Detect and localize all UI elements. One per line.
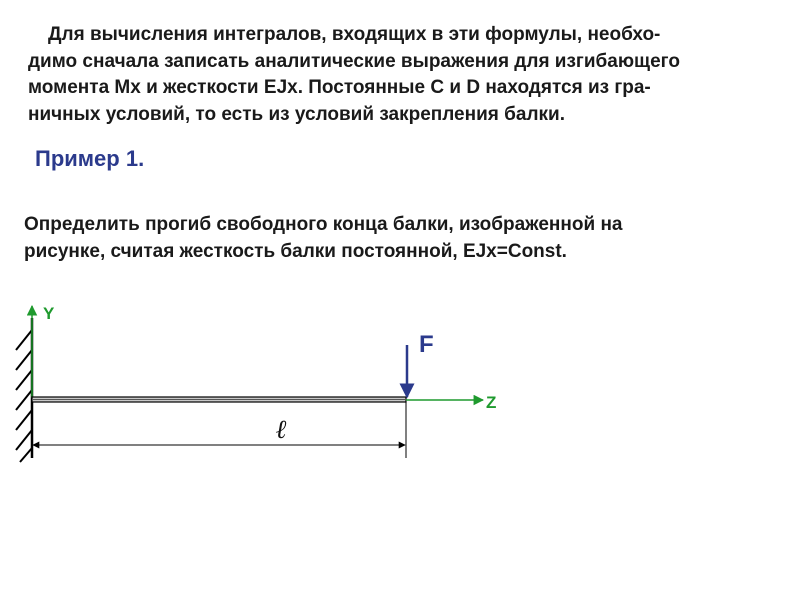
y-axis-label: Y [43, 304, 55, 323]
intro-line: димо сначала записать аналитические выражения для изгибающего [28, 50, 680, 72]
fixed-support [16, 318, 32, 462]
z-axis-label: Z [486, 393, 497, 412]
length-dimension [33, 402, 406, 458]
intro-line: момента Мх и жесткости EJx. Постоянные C и D находятся из гра- [28, 77, 651, 98]
intro-line: Для вычисления интегралов, входящих в эти формулы, необхо- [48, 24, 661, 45]
intro-line: ничных условий, то есть из условий закрепления балки. [28, 103, 565, 125]
example-heading: Пример 1. [35, 146, 145, 171]
task-line: Определить прогиб свободного конца балки, изображенной на [24, 214, 623, 235]
length-label: ℓ [276, 415, 288, 445]
force-label: F [419, 331, 434, 358]
task-line: рисунке, считая жесткость балки постоянной, EJx=Const. [24, 240, 567, 262]
beam [32, 397, 406, 402]
